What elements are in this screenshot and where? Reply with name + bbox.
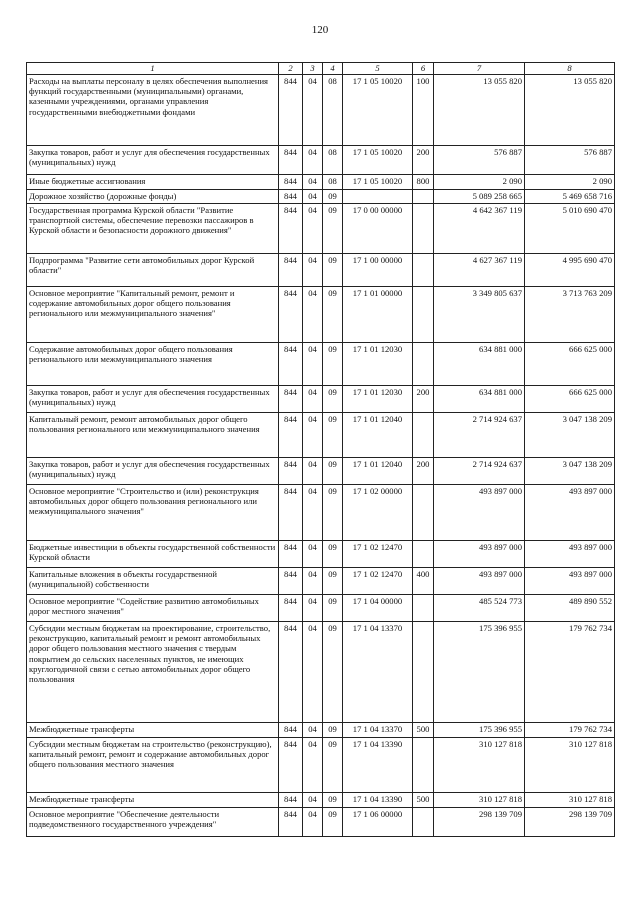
row-value-c8: 489 890 552 [525,595,615,622]
row-code-c5: 17 1 05 10020 [343,75,413,146]
column-header: 3 [303,63,323,75]
row-value-c7: 298 139 709 [434,808,525,837]
row-code-c6: 800 [413,175,434,190]
row-code-c3: 04 [303,343,323,386]
row-code-c5: 17 1 05 10020 [343,146,413,175]
row-code-c6: 500 [413,793,434,808]
row-code-c2: 844 [279,75,303,146]
row-value-c8: 493 897 000 [525,568,615,595]
row-code-c6: 100 [413,75,434,146]
row-code-c5: 17 1 01 12030 [343,343,413,386]
table-row [27,204,615,254]
row-code-c3: 04 [303,793,323,808]
row-code-c4: 08 [323,75,343,146]
row-value-c7: 493 897 000 [434,568,525,595]
row-code-c3: 04 [303,723,323,738]
row-value-c8: 310 127 818 [525,738,615,793]
column-header: 8 [525,63,615,75]
table-row [27,541,615,568]
row-code-c5: 17 1 01 12040 [343,413,413,458]
row-code-c4: 09 [323,808,343,837]
row-code-c5: 17 1 01 12030 [343,386,413,413]
row-code-c6 [413,287,434,343]
row-code-c3: 04 [303,622,323,723]
table-row [27,808,615,837]
row-name: Бюджетные инвестиции в объекты государственной собственности Курской области [27,541,279,568]
table-row [27,190,615,204]
row-code-c6 [413,738,434,793]
row-value-c8: 179 762 734 [525,723,615,738]
row-value-c7: 175 396 955 [434,723,525,738]
row-value-c7: 5 089 258 665 [434,190,525,204]
table-row [27,175,615,190]
table-row [27,793,615,808]
table-row [27,738,615,793]
column-header: 5 [343,63,413,75]
row-code-c3: 04 [303,485,323,541]
row-code-c6 [413,413,434,458]
table-row [27,485,615,541]
row-code-c2: 844 [279,793,303,808]
row-value-c7: 3 349 805 637 [434,287,525,343]
row-code-c5: 17 1 02 12470 [343,541,413,568]
row-name: Государственная программа Курской области "Развитие транспортной системы, обеспечение перевозки пассажиров в Курской области и безопасности дорожного движения" [27,204,279,254]
row-name: Иные бюджетные ассигнования [27,175,279,190]
row-name: Расходы на выплаты персоналу в целях обеспечения выполнения функций государственными (муниципальными) органами, казенными учреждениями, органами управления государственными внебюджетными фондами [27,75,279,146]
row-code-c2: 844 [279,287,303,343]
row-code-c4: 09 [323,723,343,738]
row-code-c3: 04 [303,386,323,413]
row-code-c4: 09 [323,386,343,413]
row-code-c2: 844 [279,343,303,386]
row-code-c5: 17 1 05 10020 [343,175,413,190]
row-code-c3: 04 [303,175,323,190]
table-row [27,146,615,175]
row-code-c5: 17 1 04 13370 [343,723,413,738]
row-name: Основное мероприятие "Капитальный ремонт, ремонт и содержание автомобильных дорог общего пользования регионального или межмуниципального значения" [27,287,279,343]
row-value-c8: 493 897 000 [525,485,615,541]
row-code-c6: 500 [413,723,434,738]
row-code-c3: 04 [303,190,323,204]
row-code-c6 [413,622,434,723]
row-value-c8: 5 010 690 470 [525,204,615,254]
table-row [27,413,615,458]
table-row [27,287,615,343]
row-code-c2: 844 [279,568,303,595]
row-name: Закупка товаров, работ и услуг для обеспечения государственных (муниципальных) нужд [27,146,279,175]
row-value-c7: 13 055 820 [434,75,525,146]
table-row [27,723,615,738]
row-name: Закупка товаров, работ и услуг для обеспечения государственных (муниципальных) нужд [27,386,279,413]
row-value-c7: 175 396 955 [434,622,525,723]
row-code-c2: 844 [279,254,303,287]
row-code-c2: 844 [279,175,303,190]
row-code-c4: 09 [323,485,343,541]
row-value-c7: 2 714 924 637 [434,413,525,458]
row-name: Основное мероприятие "Строительство и (или) реконструкция автомобильных дорог общего пользования регионального или межмуниципального значения" [27,485,279,541]
row-code-c5: 17 1 04 00000 [343,595,413,622]
row-code-c6 [413,808,434,837]
row-code-c5: 17 1 04 13390 [343,793,413,808]
row-code-c4: 09 [323,595,343,622]
row-value-c7: 634 881 000 [434,386,525,413]
row-name: Подпрограмма "Развитие сети автомобильных дорог Курской области" [27,254,279,287]
row-code-c5 [343,190,413,204]
row-name: Субсидии местным бюджетам на проектирование, строительство, реконструкцию, капитальный ремонт и ремонт автомобильных дорог общего пользования местного значения с твердым покрытием до сельских населенных пунктов, не имеющих круглогодичной связи с сетью автомобильных дорог общего пользования [27,622,279,723]
row-code-c3: 04 [303,568,323,595]
column-header: 2 [279,63,303,75]
row-code-c5: 17 1 04 13390 [343,738,413,793]
row-code-c2: 844 [279,204,303,254]
row-value-c8: 666 625 000 [525,386,615,413]
table-row [27,458,615,485]
row-name: Капитальный ремонт, ремонт автомобильных дорог общего пользования регионального или межмуниципального значения [27,413,279,458]
row-code-c5: 17 1 00 00000 [343,254,413,287]
row-code-c5: 17 1 04 13370 [343,622,413,723]
row-value-c7: 493 897 000 [434,485,525,541]
page-number: 120 [311,24,329,36]
row-value-c8: 493 897 000 [525,541,615,568]
row-code-c3: 04 [303,541,323,568]
row-value-c8: 3 047 138 209 [525,458,615,485]
row-code-c4: 08 [323,175,343,190]
column-header: 7 [434,63,525,75]
row-code-c4: 09 [323,254,343,287]
row-code-c5: 17 1 02 00000 [343,485,413,541]
row-code-c5: 17 1 06 00000 [343,808,413,837]
row-code-c4: 08 [323,146,343,175]
row-code-c6 [413,254,434,287]
row-code-c5: 17 1 01 12040 [343,458,413,485]
column-header: 4 [323,63,343,75]
row-code-c4: 09 [323,413,343,458]
row-value-c8: 5 469 658 716 [525,190,615,204]
row-value-c7: 4 642 367 119 [434,204,525,254]
row-code-c4: 09 [323,568,343,595]
row-code-c3: 04 [303,254,323,287]
row-name: Основное мероприятие "Содействие развитию автомобильных дорог местного значения" [27,595,279,622]
row-code-c2: 844 [279,458,303,485]
row-code-c4: 09 [323,738,343,793]
header-row [27,63,615,75]
row-value-c8: 2 090 [525,175,615,190]
row-value-c7: 576 887 [434,146,525,175]
row-code-c5: 17 1 02 12470 [343,568,413,595]
row-code-c2: 844 [279,485,303,541]
row-value-c7: 493 897 000 [434,541,525,568]
row-code-c3: 04 [303,458,323,485]
row-code-c6 [413,541,434,568]
row-name: Межбюджетные трансферты [27,793,279,808]
row-value-c7: 2 090 [434,175,525,190]
row-code-c3: 04 [303,287,323,343]
row-code-c3: 04 [303,204,323,254]
row-value-c7: 310 127 818 [434,793,525,808]
row-code-c4: 09 [323,204,343,254]
row-code-c2: 844 [279,413,303,458]
row-value-c8: 4 995 690 470 [525,254,615,287]
row-code-c6 [413,485,434,541]
row-code-c3: 04 [303,595,323,622]
row-code-c4: 09 [323,622,343,723]
row-code-c4: 09 [323,541,343,568]
row-code-c6: 400 [413,568,434,595]
row-value-c8: 3 047 138 209 [525,413,615,458]
row-code-c6: 200 [413,146,434,175]
row-code-c3: 04 [303,738,323,793]
row-code-c4: 09 [323,190,343,204]
row-code-c2: 844 [279,808,303,837]
row-value-c7: 485 524 773 [434,595,525,622]
row-code-c2: 844 [279,146,303,175]
row-value-c8: 179 762 734 [525,622,615,723]
row-code-c6 [413,204,434,254]
row-code-c2: 844 [279,723,303,738]
row-value-c8: 298 139 709 [525,808,615,837]
row-code-c6 [413,343,434,386]
row-code-c2: 844 [279,541,303,568]
table-row [27,75,615,146]
row-code-c3: 04 [303,808,323,837]
table-row [27,386,615,413]
row-code-c5: 17 1 01 00000 [343,287,413,343]
row-name: Содержание автомобильных дорог общего пользования регионального или межмуниципального значения [27,343,279,386]
row-code-c2: 844 [279,595,303,622]
row-name: Основное мероприятие "Обеспечение деятельности подведомственного государственного учреждения" [27,808,279,837]
row-code-c3: 04 [303,413,323,458]
row-code-c5: 17 0 00 00000 [343,204,413,254]
row-value-c8: 13 055 820 [525,75,615,146]
row-code-c6 [413,595,434,622]
row-code-c6: 200 [413,458,434,485]
row-code-c2: 844 [279,738,303,793]
table-row [27,343,615,386]
row-code-c4: 09 [323,793,343,808]
row-value-c7: 310 127 818 [434,738,525,793]
row-value-c8: 666 625 000 [525,343,615,386]
row-name: Межбюджетные трансферты [27,723,279,738]
row-value-c7: 2 714 924 637 [434,458,525,485]
column-header: 6 [413,63,434,75]
row-code-c3: 04 [303,75,323,146]
row-name: Субсидии местным бюджетам на строительство (реконструкцию), капитальный ремонт, ремонт и содержание автомобильных дорог общего пользования местного значения [27,738,279,793]
row-name: Дорожное хозяйство (дорожные фонды) [27,190,279,204]
column-header: 1 [27,63,279,75]
row-code-c4: 09 [323,287,343,343]
table-row [27,568,615,595]
row-code-c6: 200 [413,386,434,413]
table-row [27,254,615,287]
row-name: Закупка товаров, работ и услуг для обеспечения государственных (муниципальных) нужд [27,458,279,485]
row-value-c8: 3 713 763 209 [525,287,615,343]
table-row [27,622,615,723]
row-value-c7: 634 881 000 [434,343,525,386]
row-value-c7: 4 627 367 119 [434,254,525,287]
row-code-c2: 844 [279,190,303,204]
row-code-c4: 09 [323,343,343,386]
table-row [27,595,615,622]
row-code-c6 [413,190,434,204]
row-value-c8: 576 887 [525,146,615,175]
row-name: Капитальные вложения в объекты государственной (муниципальной) собственности [27,568,279,595]
row-code-c3: 04 [303,146,323,175]
row-code-c2: 844 [279,622,303,723]
row-code-c4: 09 [323,458,343,485]
row-code-c2: 844 [279,386,303,413]
budget-table [26,62,615,837]
row-value-c8: 310 127 818 [525,793,615,808]
